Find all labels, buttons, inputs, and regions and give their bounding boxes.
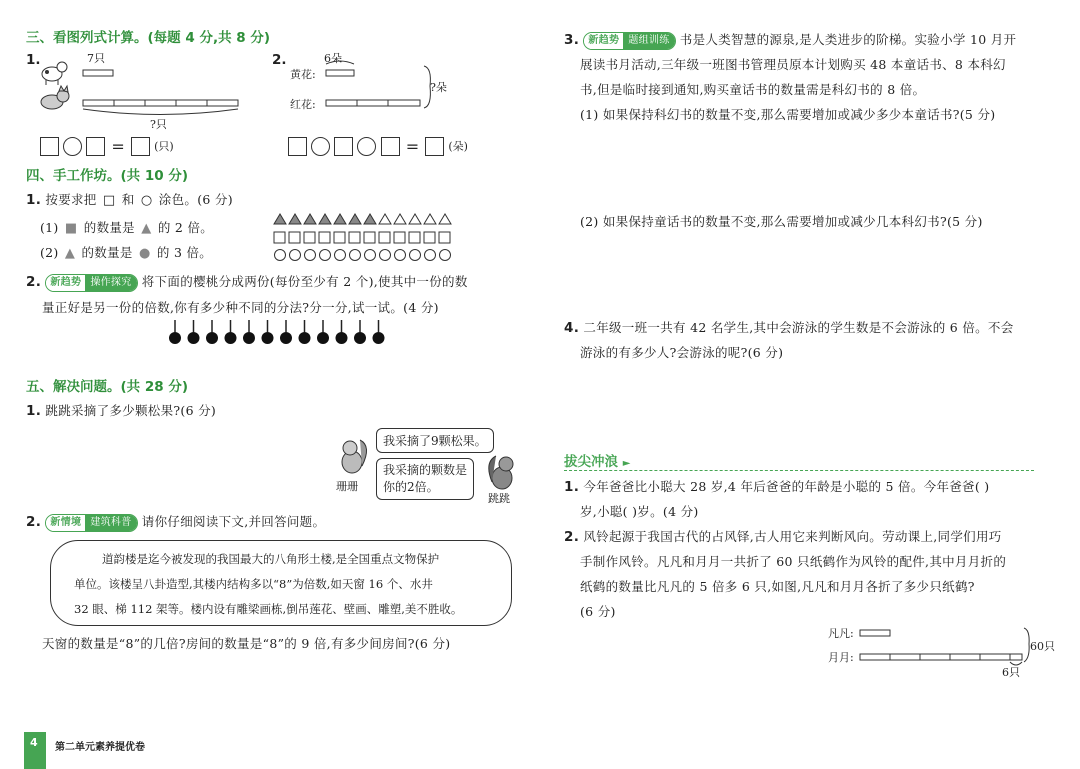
new-trend-badge: 新趋势 操作探究 <box>45 274 137 292</box>
diagram-total-label: 60只 <box>1030 640 1055 653</box>
operator-circle[interactable] <box>357 137 376 156</box>
circle-shape <box>395 250 406 261</box>
triangle-shape <box>304 214 316 224</box>
filled-square-icon: ■ <box>64 221 78 236</box>
s3-q2-yellow-label: 黄花: <box>290 68 316 81</box>
cherry-icon <box>373 332 385 344</box>
cherry-icon <box>169 332 181 344</box>
unit-label: (朵) <box>448 140 468 153</box>
filled-triangle-icon: ▲ <box>141 221 152 236</box>
unit-label: (只) <box>154 140 174 153</box>
cherry-icon <box>243 332 255 344</box>
s3-q2-number: 2. <box>272 52 287 68</box>
square-shape <box>334 232 345 243</box>
circle-shape <box>275 250 286 261</box>
new-context-badge: 新情境 建筑科普 <box>45 514 137 532</box>
cherry-icon <box>299 332 311 344</box>
triangle-row <box>274 214 451 224</box>
r-q4-number: 4. <box>564 320 580 336</box>
r-q3: 3. 新趋势 题组训练 书是人类智慧的源泉,是人类进步的阶梯。实验小学 10 月开 <box>564 32 1017 48</box>
circle-shape <box>410 250 421 261</box>
answer-box[interactable] <box>131 137 150 156</box>
operator-circle[interactable] <box>311 137 330 156</box>
squirrel-name-1: 珊珊 <box>336 480 358 493</box>
passage-line-3: 32 眼、梯 112 架等。楼内设有雕梁画栋,倒吊莲花、壁画、雕塑,美不胜收。 <box>74 602 463 616</box>
arrow-icon: ► <box>622 458 631 469</box>
s4-q2-line2: 量正好是另一份的倍数,你有多少种不同的分法?分一分,试一试。(4 分) <box>42 300 439 315</box>
passage-line-1: 道韵楼是迄今被发现的我国最大的八角形土楼,是全国重点文物保护 <box>102 552 440 566</box>
cherry-icon <box>225 332 237 344</box>
triangle-shape <box>289 214 301 224</box>
triangle-shape <box>424 214 436 224</box>
challenge-divider <box>564 470 1034 471</box>
speech-bubble-1: 我采摘了9颗松果。 <box>376 428 494 453</box>
section-5-title: 五、解决问题。(共 28 分) <box>26 379 189 395</box>
footer-title: 第二单元素养提优卷 <box>55 742 145 753</box>
s4-q2-line1: 将下面的樱桃分成两份(每份至少有 2 个),使其中一份的数 <box>141 274 468 289</box>
s4-q1-number: 1. <box>26 192 42 208</box>
new-trend-badge: 新趋势 题组训练 <box>583 32 675 50</box>
c-q1-number: 1. <box>564 479 580 495</box>
s4-q1: 1. 按要求把 □ 和 ○ 涂色。(6 分) <box>26 192 233 208</box>
answer-box[interactable] <box>40 137 59 156</box>
square-shape <box>364 232 375 243</box>
circle-shape <box>290 250 301 261</box>
c-q2-line4: (6 分) <box>580 604 616 619</box>
cherry-icon <box>188 332 200 344</box>
s4-q2-number: 2. <box>26 274 42 290</box>
s5-q2-question: 天窗的数量是“8”的几倍?房间的数量是“8”的 9 倍,有多少间房间?(6 分) <box>42 636 451 651</box>
square-shape <box>439 232 450 243</box>
circle-shape <box>335 250 346 261</box>
squirrel-icon <box>332 436 372 476</box>
square-shape <box>379 232 390 243</box>
answer-box[interactable] <box>334 137 353 156</box>
triangle-shape <box>439 214 451 224</box>
s3-q1-bottom-label: ?只 <box>150 118 167 131</box>
r-q4: 4. 二年级一班一共有 42 名学生,其中会游泳的学生数是不会游泳的 6 倍。不会 <box>564 320 1014 336</box>
circle-shape <box>320 250 331 261</box>
diagram-fan-label: 凡凡: <box>828 627 854 640</box>
filled-circle-icon: ● <box>138 246 151 261</box>
c-q1: 1. 今年爸爸比小聪大 28 岁,4 年后爸爸的年龄是小聪的 5 倍。今年爸爸( ) <box>564 479 990 495</box>
triangle-shape <box>274 214 286 224</box>
s3-q1-answer: = (只) <box>40 137 174 156</box>
answer-box[interactable] <box>425 137 444 156</box>
c-q2-line3: 纸鹤的数量比凡凡的 5 倍多 6 只,如图,凡凡和月月各折了多少只纸鹤? <box>580 579 975 594</box>
r-q3-sub1: (1) 如果保持科幻书的数量不变,那么需要增加或减少多少本童话书?(5 分) <box>580 107 996 122</box>
square-icon: □ <box>102 193 116 208</box>
s3-q1-number: 1. <box>26 52 41 68</box>
square-shape <box>319 232 330 243</box>
circle-shape <box>380 250 391 261</box>
cherry-icon <box>206 332 218 344</box>
circle-shape <box>350 250 361 261</box>
cherry-icon <box>262 332 274 344</box>
filled-triangle-icon: ▲ <box>64 246 76 261</box>
r-q3-line3: 书,但是临时接到通知,购买童话书的数量需是科幻书的 8 倍。 <box>580 82 926 97</box>
s4-q1-row1: (1) ■ 的数量是 ▲ 的 2 倍。 <box>40 220 214 236</box>
speech-bubble-2: 我采摘的颗数是 你的2倍。 <box>376 458 474 500</box>
s3-q1-top-label: 7只 <box>87 52 105 65</box>
s5-q2-number: 2. <box>26 514 42 530</box>
cat-icon <box>41 86 69 109</box>
triangle-shape <box>409 214 421 224</box>
r-q3-number: 3. <box>564 32 580 48</box>
operator-circle[interactable] <box>63 137 82 156</box>
answer-box[interactable] <box>86 137 105 156</box>
diagram-extra-label: 6只 <box>1002 666 1020 679</box>
circle-row <box>275 250 451 261</box>
cherry-icon <box>317 332 329 344</box>
challenge-title: 拔尖冲浪 ► <box>564 454 631 470</box>
circle-shape <box>425 250 436 261</box>
s5-q1-number: 1. <box>26 403 42 419</box>
circle-shape <box>305 250 316 261</box>
triangle-shape <box>364 214 376 224</box>
s4-q1-row2: (2) ▲ 的数量是 ● 的 3 倍。 <box>40 245 213 261</box>
triangle-shape <box>334 214 346 224</box>
passage-line-2: 单位。该楼呈八卦造型,其楼内结构多以“8”为倍数,如天窗 16 个、水井 <box>74 577 433 591</box>
square-shape <box>424 232 435 243</box>
shapes-grid <box>272 212 462 262</box>
page-number: 4 <box>30 736 38 749</box>
cherry-icon <box>336 332 348 344</box>
answer-box[interactable] <box>288 137 307 156</box>
cherry-icon <box>354 332 366 344</box>
triangle-shape <box>379 214 391 224</box>
s5-q2: 2. 新情境 建筑科普 请你仔细阅读下文,并回答问题。 <box>26 514 326 530</box>
triangle-shape <box>349 214 361 224</box>
circle-icon: ○ <box>140 193 153 208</box>
r-q3-sub2: (2) 如果保持童话书的数量不变,那么需要增加或减少几本科幻书?(5 分) <box>580 214 983 229</box>
answer-box[interactable] <box>381 137 400 156</box>
s4-q2 <box>26 272 468 292</box>
c-q2: 2. 风铃起源于我国古代的占风铎,古人用它来判断风向。劳动课上,同学们用巧 <box>564 529 1002 545</box>
square-shape <box>274 232 285 243</box>
square-shape <box>394 232 405 243</box>
square-row <box>274 232 450 243</box>
cherries-row <box>165 318 395 348</box>
r-q3-line2: 展读书月活动,三年级一班图书管理员原本计划购买 48 本童话书、8 本科幻 <box>580 57 1006 72</box>
dog-icon <box>42 62 67 85</box>
s3-q1-diagram <box>38 58 248 128</box>
triangle-shape <box>394 214 406 224</box>
c-q2-line2: 手制作风铃。凡凡和月月一共折了 60 只纸鹤作为风铃的配件,其中月月折的 <box>580 554 1007 569</box>
s3-q2-right-label: ?朵 <box>430 81 447 94</box>
c-q2-diagram <box>858 622 1038 668</box>
s3-q2-top-label: 6朵 <box>324 52 342 65</box>
square-shape <box>304 232 315 243</box>
section-4-title: 四、手工作坊。(共 10 分) <box>26 168 189 184</box>
square-shape <box>409 232 420 243</box>
c-q2-number: 2. <box>564 529 580 545</box>
square-shape <box>349 232 360 243</box>
triangle-shape <box>319 214 331 224</box>
circle-shape <box>365 250 376 261</box>
section-3-title: 三、看图列式计算。(每题 4 分,共 8 分) <box>26 30 271 46</box>
circle-shape <box>440 250 451 261</box>
squirrel-icon <box>484 452 524 492</box>
square-shape <box>289 232 300 243</box>
diagram-yue-label: 月月: <box>828 651 854 664</box>
r-q4-line2: 游泳的有多少人?会游泳的呢?(6 分) <box>580 345 784 360</box>
s3-q2-answer: = (朵) <box>288 137 468 156</box>
squirrel-name-2: 跳跳 <box>488 492 510 505</box>
cherry-icon <box>280 332 292 344</box>
c-q1-line2: 岁,小聪( )岁。(4 分) <box>580 504 699 519</box>
s3-q2-red-label: 红花: <box>290 98 316 111</box>
s5-q1: 1. 跳跳采摘了多少颗松果?(6 分) <box>26 403 217 419</box>
